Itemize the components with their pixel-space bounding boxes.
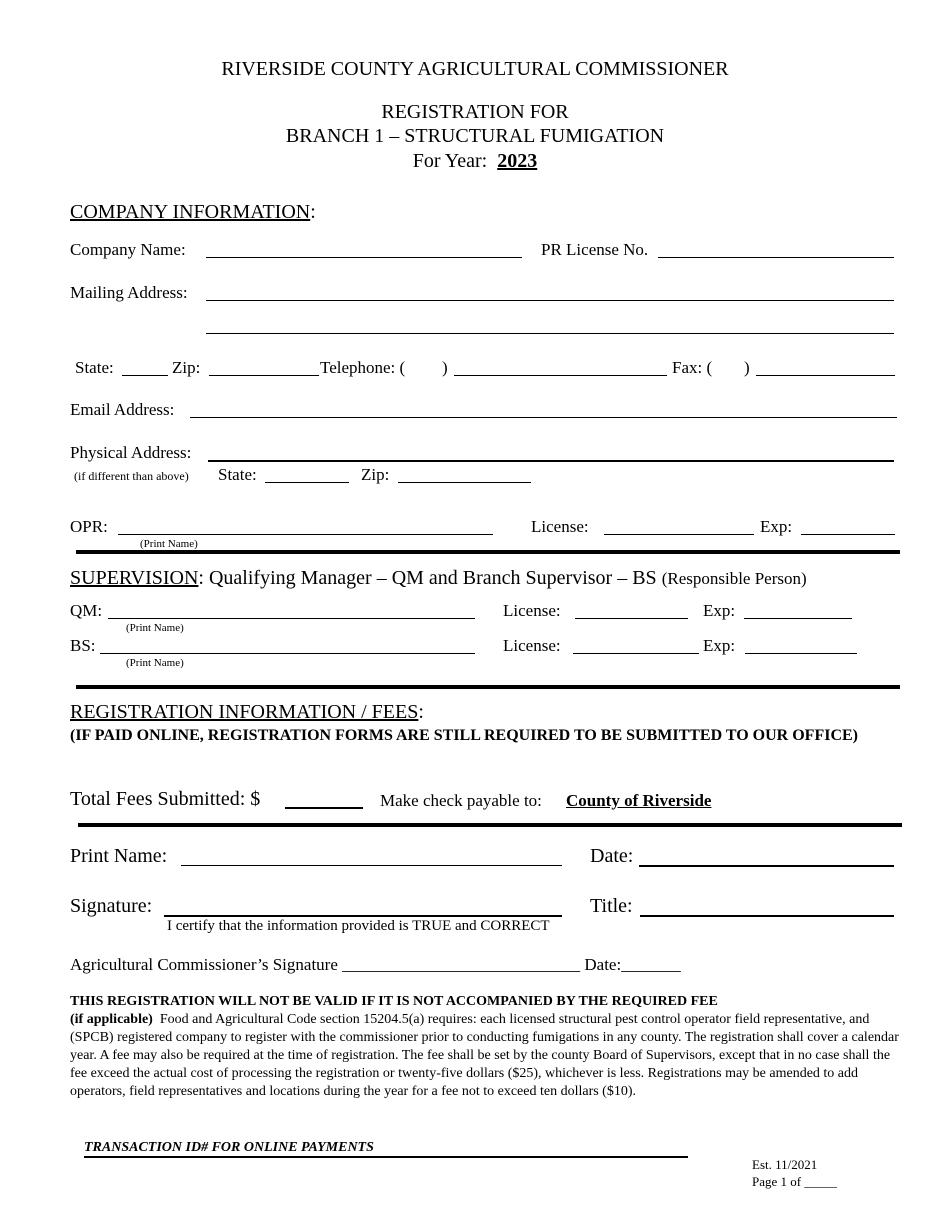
ag-date-label: Date: <box>584 955 622 974</box>
payable-to: County of Riverside <box>566 791 712 810</box>
phys-zip-label: Zip: <box>361 465 390 484</box>
year-line <box>0 150 950 173</box>
if-different-note: (if different than above) <box>74 469 189 483</box>
qm-field[interactable] <box>108 618 475 619</box>
signature-field[interactable] <box>164 915 562 917</box>
transaction-label: TRANSACTION ID# FOR ONLINE PAYMENTS <box>84 1140 374 1155</box>
section-divider-1 <box>76 550 900 554</box>
supervision-heading: SUPERVISION: Qualifying Manager – QM and Branch Supervisor – BS (Responsible Person) <box>70 567 807 589</box>
registration-for: REGISTRATION FOR <box>381 101 569 123</box>
bs-print-name-note: (Print Name) <box>126 657 184 669</box>
opr-label: OPR: <box>70 517 108 536</box>
title-label: Title: <box>590 895 633 917</box>
notice-heading: THIS REGISTRATION WILL NOT BE VALID IF IT IS NOT ACCOMPANIED BY THE REQUIRED FEE <box>70 994 718 1009</box>
section-divider-3 <box>78 823 902 827</box>
qm-license-label: License: <box>503 601 561 620</box>
ag-commissioner-row <box>70 955 681 975</box>
ag-date-field[interactable]: _______ <box>621 955 681 974</box>
telephone-close: ) <box>442 358 448 377</box>
bs-license-field[interactable] <box>573 653 699 654</box>
fax-field[interactable] <box>756 375 895 376</box>
zip-label: Zip: <box>172 358 201 377</box>
bs-label: BS: <box>70 636 96 655</box>
fax-close: ) <box>744 358 750 377</box>
email-label: Email Address: <box>70 400 175 419</box>
section-divider-2 <box>76 685 900 689</box>
agency-title: RIVERSIDE COUNTY AGRICULTURAL COMMISSIONER <box>221 58 729 80</box>
notice-applicable: (if applicable) <box>70 1012 153 1027</box>
opr-exp-field[interactable] <box>801 534 895 535</box>
bs-field[interactable] <box>100 653 475 654</box>
online-notice: (IF PAID ONLINE, REGISTRATION FORMS ARE STILL REQUIRED TO BE SUBMITTED TO OUR OFFICE) <box>70 727 859 744</box>
date-field[interactable] <box>639 865 894 867</box>
state-field[interactable] <box>122 375 168 376</box>
qm-label: QM: <box>70 601 103 620</box>
ag-commissioner-label: Agricultural Commissioner’s Signature <box>70 955 338 974</box>
physical-address-label: Physical Address: <box>70 443 192 462</box>
opr-license-label: License: <box>531 517 589 536</box>
physical-address-field[interactable] <box>208 460 894 462</box>
mailing-address-label: Mailing Address: <box>70 283 188 302</box>
bs-exp-label: Exp: <box>703 636 736 655</box>
fax-label: Fax: ( <box>672 358 713 377</box>
telephone-label: Telephone: ( <box>320 358 406 377</box>
company-name-field[interactable] <box>206 257 522 258</box>
opr-license-field[interactable] <box>604 534 754 535</box>
phys-state-field[interactable] <box>265 482 349 483</box>
telephone-field[interactable] <box>454 375 667 376</box>
branch-title: BRANCH 1 – STRUCTURAL FUMIGATION <box>285 125 665 147</box>
bs-license-label: License: <box>503 636 561 655</box>
certify-note: I certify that the information provided is TRUE and CORRECT <box>167 918 550 934</box>
phys-zip-field[interactable] <box>398 482 531 483</box>
qm-exp-field[interactable] <box>744 618 852 619</box>
phys-state-label: State: <box>218 465 257 484</box>
responsible-note: (Responsible Person) <box>661 569 807 588</box>
mailing-address-field-2[interactable] <box>206 333 894 334</box>
notice-body: Food and Agricultural Code section 15204.5(a) requires: each licensed structural pest control operator field representative, and (SPCB) registered company to register with the commissioner prior to conducting fumigations in any county. The registration shall cover a calendar year. A fee may also be required at the time of registration. The fee shall be set by the county Board of Supervisors, except that in no case shall the fee exceed the actual cost of processing the registration or twenty-five dollars ($25), whichever is less. Registrations may be amended to add operators, field representatives and locations during the year for a fee not to exceed ten dollars ($10). <box>70 1012 899 1099</box>
fees-section-title: REGISTRATION INFORMATION / FEES: <box>70 701 424 723</box>
ag-commissioner-signature-field[interactable]: ____________________________ <box>342 955 581 974</box>
transaction-id-field[interactable] <box>84 1156 688 1158</box>
title-field[interactable] <box>640 915 894 917</box>
company-section-title: COMPANY INFORMATION: <box>70 201 316 223</box>
page-number: Page 1 of _____ <box>752 1174 837 1189</box>
print-name-label: Print Name: <box>70 845 168 867</box>
qm-exp-label: Exp: <box>703 601 736 620</box>
date-label: Date: <box>590 845 634 867</box>
opr-exp-label: Exp: <box>760 517 793 536</box>
supervision-title: SUPERVISION <box>70 567 199 589</box>
year-label: For Year: <box>412 150 488 172</box>
payable-label: Make check payable to: <box>380 791 542 810</box>
year-value: 2023 <box>497 150 538 172</box>
legal-notice <box>70 993 900 1101</box>
signature-label: Signature: <box>70 895 153 917</box>
company-name-label: Company Name: <box>70 240 186 259</box>
email-field[interactable] <box>190 417 897 418</box>
established-date: Est. 11/2021 <box>752 1157 818 1172</box>
opr-print-name-note: (Print Name) <box>140 538 198 550</box>
pr-license-field[interactable] <box>658 257 894 258</box>
state-label: State: <box>75 358 114 377</box>
mailing-address-field-1[interactable] <box>206 300 894 301</box>
total-fees-label: Total Fees Submitted: $ <box>70 788 261 810</box>
print-name-field[interactable] <box>181 865 562 866</box>
qm-license-field[interactable] <box>575 618 688 619</box>
bs-exp-field[interactable] <box>745 653 857 654</box>
zip-field[interactable] <box>209 375 319 376</box>
total-fees-field[interactable] <box>285 807 363 809</box>
qm-print-name-note: (Print Name) <box>126 622 184 634</box>
opr-field[interactable] <box>118 534 493 535</box>
pr-license-label: PR License No. <box>541 240 649 259</box>
